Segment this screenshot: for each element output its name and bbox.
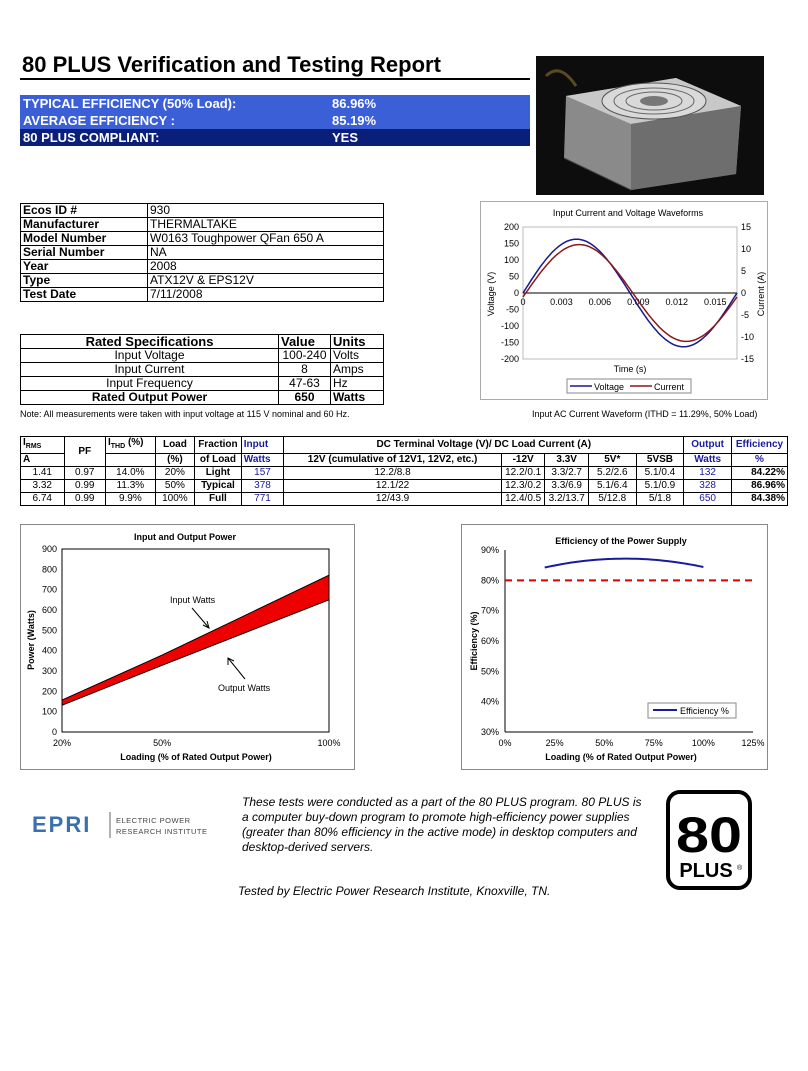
compliant-value: YES (332, 130, 359, 145)
80plus-logo (666, 790, 752, 890)
waveform-y2tick: -5 (741, 310, 750, 320)
rated-row (21, 363, 384, 377)
power-xtick: 50% (153, 738, 172, 748)
v12-cell: 12/43.9 (284, 493, 502, 506)
v5-cell: 5.1/6.4 (588, 480, 636, 493)
info-row (21, 232, 384, 246)
efficiency-ytick: 60% (480, 636, 499, 646)
rated-header-row (21, 335, 384, 349)
rated-header-units: Units (331, 335, 384, 349)
waveform-ylabel: Voltage (V) (486, 271, 496, 317)
waveform-xtick: 0.012 (665, 297, 689, 307)
title-rule (20, 78, 530, 80)
compliant-row (20, 129, 530, 146)
results-header-row-1 (21, 437, 788, 454)
header-input-watts-b: Watts (241, 454, 283, 467)
average-efficiency-row (20, 112, 530, 129)
info-row (21, 246, 384, 260)
waveform-y2tick: 0 (741, 288, 747, 298)
efficiency-ytick: 90% (480, 545, 499, 555)
header-output-watts-b: Watts (684, 454, 732, 467)
efficiency-ytick: 80% (480, 575, 499, 586)
header-irms-unit: A (21, 454, 65, 467)
page-title: 80 PLUS Verification and Testing Report (22, 52, 441, 77)
info-row (21, 204, 384, 218)
header-input-watts: Input (241, 437, 283, 454)
power-ytick: 100 (41, 706, 57, 717)
header-5vsb: 5VSB (636, 454, 684, 467)
v3v3-cell: 3.3/6.9 (545, 480, 589, 493)
power-xtick: 100% (317, 738, 341, 748)
output-watts-cell: 132 (684, 467, 732, 480)
info-key: Model Number (21, 232, 148, 246)
ithd-cell: 11.3% (105, 480, 155, 493)
header-output-watts: Output (684, 437, 732, 454)
waveform-y2tick: 10 (741, 244, 752, 254)
header-3v3: 3.3V (545, 454, 589, 467)
input-watts-cell: 378 (241, 480, 283, 493)
efficiency-ytick: 50% (480, 666, 499, 677)
load-cell: 50% (155, 480, 194, 493)
v5sb-cell: 5/1.8 (636, 493, 684, 506)
average-efficiency-value: 85.19% (332, 113, 377, 128)
power-ytick: 400 (41, 645, 57, 656)
info-key: Serial Number (21, 246, 148, 260)
minus12v-cell: 12.4/0.5 (501, 493, 545, 506)
header-irms-sub: RMS (25, 443, 42, 450)
efficiency-ytick: 70% (480, 605, 499, 616)
waveform-y2label: Current (A) (756, 271, 766, 317)
power-supply-photo (536, 56, 764, 195)
pf-cell: 0.99 (64, 493, 105, 506)
efficiency-cell: 84.38% (731, 493, 787, 506)
efficiency-xlabel: Loading (% of Rated Output Power) (545, 752, 697, 762)
irms-cell: 3.32 (21, 480, 65, 493)
typical-efficiency-row (20, 95, 530, 112)
efficiency-chart-title: Efficiency of the Power Supply (555, 536, 687, 546)
header-efficiency: Efficiency (731, 437, 787, 454)
waveform-xtick: 0.015 (703, 297, 727, 307)
rated-specifications-table (20, 334, 384, 405)
minus12v-cell: 12.2/0.1 (501, 467, 545, 480)
pf-cell: 0.99 (64, 480, 105, 493)
power-chart-title: Input and Output Power (134, 532, 236, 542)
header-ithd-blank (105, 454, 155, 467)
rated-row (21, 391, 384, 405)
waveform-y2tick: 5 (741, 266, 747, 276)
info-key: Year (21, 260, 148, 274)
header-irms-text: I (23, 437, 26, 448)
waveform-title: Input Current and Voltage Waveforms (552, 208, 704, 218)
pf-cell: 0.97 (64, 467, 105, 480)
80plus-logo-word: PLUS (679, 860, 733, 882)
output-watts-cell: 328 (684, 480, 732, 493)
header-12v: 12V (cumulative of 12V1, 12V2, etc.) (284, 454, 502, 467)
info-row (21, 288, 384, 302)
header-ithd-text: I (107, 437, 111, 448)
rated-spec-unit: Amps (331, 363, 384, 377)
rated-spec-value: 100-240 (279, 349, 331, 363)
info-key: Test Date (21, 288, 148, 302)
efficiency-ytick: 40% (480, 696, 499, 707)
80plus-logo-registered: ® (737, 865, 743, 872)
irms-cell: 6.74 (21, 493, 65, 506)
legend-current-label: Current (654, 382, 685, 392)
waveform-xtick: 0.003 (550, 297, 573, 307)
efficiency-chart (461, 524, 768, 770)
results-row (21, 467, 788, 480)
info-row (21, 274, 384, 288)
typical-efficiency-value: 86.96% (332, 96, 377, 111)
ithd-cell: 9.9% (105, 493, 155, 506)
efficiency-ytick: 30% (480, 727, 499, 737)
v12-cell: 12.1/22 (284, 480, 502, 493)
power-xtick: 20% (52, 738, 72, 748)
waveform-y2tick: -15 (741, 354, 755, 364)
epri-logo-line1: ELECTRIC POWER (116, 816, 191, 825)
load-cell: 20% (155, 467, 194, 480)
efficiency-xtick: 0% (498, 738, 512, 748)
header-pf: PF (64, 437, 105, 467)
power-ytick: 700 (41, 584, 57, 595)
header-irms (21, 437, 65, 454)
epri-logo-mark: EPRI (32, 812, 92, 837)
waveform-ytick: 150 (503, 238, 519, 249)
rated-spec-unit: Volts (331, 349, 384, 363)
efficiency-cell: 84.22% (731, 467, 787, 480)
waveform-caption: Input AC Current Waveform (ITHD = 11.29%, 50% Load) (532, 409, 758, 419)
rated-spec-name: Input Frequency (21, 377, 279, 391)
minus12v-cell: 12.3/0.2 (501, 480, 545, 493)
rated-row (21, 377, 384, 391)
rated-spec-value: 47-63 (279, 377, 331, 391)
waveform-xtick: 0.006 (588, 297, 612, 307)
legend-voltage-label: Voltage (594, 382, 625, 392)
header-ithd-unit: (%) (127, 437, 144, 448)
measurement-note: Note: All measurements were taken with input voltage at 115 V nominal and 60 Hz. (20, 409, 350, 419)
output-watts-annotation: Output Watts (218, 683, 271, 693)
info-row (21, 260, 384, 274)
rated-spec-name: Input Voltage (21, 349, 279, 363)
info-key: Manufacturer (21, 218, 148, 232)
header-fraction: Fraction (195, 437, 242, 454)
epri-logo (30, 808, 212, 842)
ithd-cell: 14.0% (105, 467, 155, 480)
fraction-cell: Full (195, 493, 242, 506)
efficiency-ylabel: Efficiency (%) (469, 611, 479, 671)
header-minus-12v: -12V (501, 454, 545, 467)
waveform-ytick: 100 (503, 255, 519, 265)
waveform-chart (480, 201, 768, 400)
v3v3-cell: 3.3/2.7 (545, 467, 589, 480)
power-ytick: 500 (41, 625, 57, 636)
power-chart (20, 524, 355, 770)
test-results-table (20, 436, 788, 506)
waveform-ytick: -100 (500, 321, 519, 331)
rated-header-value: Value (279, 335, 331, 349)
efficiency-xtick: 75% (644, 738, 663, 748)
v5-cell: 5.2/2.6 (588, 467, 636, 480)
header-load-unit: (%) (155, 454, 194, 467)
info-key: Type (21, 274, 148, 288)
80plus-logo-number: 80 (676, 807, 742, 863)
info-value: W0163 Toughpower QFan 650 A (148, 232, 384, 246)
header-ithd (105, 437, 155, 454)
info-key: Ecos ID # (21, 204, 148, 218)
info-value: 930 (148, 204, 384, 218)
header-efficiency-b: % (731, 454, 787, 467)
waveform-y2tick: -10 (741, 332, 755, 342)
load-cell: 100% (155, 493, 194, 506)
waveform-xtick: 0 (520, 297, 526, 307)
waveform-ytick: 200 (503, 222, 519, 232)
epri-logo-line2: RESEARCH INSTITUTE (116, 827, 208, 836)
efficiency-chart-frame (462, 525, 768, 770)
waveform-ytick: 0 (513, 288, 519, 298)
rated-spec-value: 650 (279, 391, 331, 405)
info-value: NA (148, 246, 384, 260)
rated-spec-unit: Hz (331, 377, 384, 391)
info-value: ATX12V & EPS12V (148, 274, 384, 288)
fraction-cell: Light (195, 467, 242, 480)
rated-row (21, 349, 384, 363)
power-xlabel: Loading (% of Rated Output Power) (120, 752, 272, 762)
v5-cell: 5/12.8 (588, 493, 636, 506)
header-fraction-b: of Load (195, 454, 242, 467)
input-watts-cell: 157 (241, 467, 283, 480)
v5sb-cell: 5.1/0.4 (636, 467, 684, 480)
header-dc-terminal: DC Terminal Voltage (V)/ DC Load Current (A) (284, 437, 684, 454)
waveform-ytick: -200 (500, 354, 519, 364)
output-watts-cell: 650 (684, 493, 732, 506)
compliant-label: 80 PLUS COMPLIANT: (23, 130, 160, 145)
info-value: THERMALTAKE (148, 218, 384, 232)
legend-efficiency-label: Efficiency % (680, 706, 729, 716)
info-row (21, 218, 384, 232)
v5sb-cell: 5.1/0.9 (636, 480, 684, 493)
efficiency-xtick: 125% (741, 738, 765, 748)
info-value: 2008 (148, 260, 384, 274)
waveform-y2tick: 15 (741, 222, 752, 232)
v12-cell: 12.2/8.8 (284, 467, 502, 480)
efficiency-xtick: 25% (545, 738, 564, 748)
header-ithd-sub: THD (110, 443, 126, 450)
power-ytick: 0 (51, 727, 57, 737)
header-5v: 5V* (588, 454, 636, 467)
efficiency-xtick: 50% (595, 738, 614, 748)
power-ytick: 200 (41, 686, 57, 697)
input-watts-cell: 771 (241, 493, 283, 506)
header-load: Load (155, 437, 194, 454)
waveform-ytick: -150 (500, 337, 519, 348)
power-ytick: 600 (41, 605, 57, 615)
efficiency-cell: 86.96% (731, 480, 787, 493)
efficiency-xtick: 100% (691, 738, 715, 748)
v3v3-cell: 3.2/13.7 (545, 493, 589, 506)
irms-cell: 1.41 (21, 467, 65, 480)
rated-spec-value: 8 (279, 363, 331, 377)
product-info-table (20, 203, 384, 302)
power-ytick: 800 (41, 564, 57, 575)
results-row (21, 493, 788, 506)
rated-spec-name: Input Current (21, 363, 279, 377)
results-row (21, 480, 788, 493)
info-value: 7/11/2008 (148, 288, 384, 302)
power-ytick: 900 (41, 544, 57, 554)
waveform-ytick: 50 (508, 271, 519, 282)
input-watts-annotation: Input Watts (170, 595, 216, 605)
fraction-cell: Typical (195, 480, 242, 493)
tested-by: Tested by Electric Power Research Institute, Knoxville, TN. (238, 884, 551, 898)
power-ylabel: Power (Watts) (26, 610, 36, 670)
efficiency-banner (20, 95, 530, 147)
waveform-xtick: 0.009 (627, 297, 650, 307)
results-header-row-2 (21, 454, 788, 467)
waveform-xlabel: Time (s) (613, 364, 647, 374)
closing-statement: These tests were conducted as a part of the 80 PLUS program. 80 PLUS is a computer buy-down program to promote high-efficiency power supplies (greater than 80% efficiency in the active mode) in desktop computers and desktop-derived servers. (242, 795, 642, 854)
typical-efficiency-label: TYPICAL EFFICIENCY (50% Load): (23, 96, 237, 111)
waveform-ytick: -50 (505, 304, 519, 315)
rated-spec-unit: Watts (331, 391, 384, 405)
rated-header-spec: Rated Specifications (21, 335, 279, 349)
average-efficiency-label: AVERAGE EFFICIENCY : (23, 113, 175, 128)
rated-spec-name: Rated Output Power (21, 391, 279, 405)
power-ytick: 300 (41, 666, 57, 676)
